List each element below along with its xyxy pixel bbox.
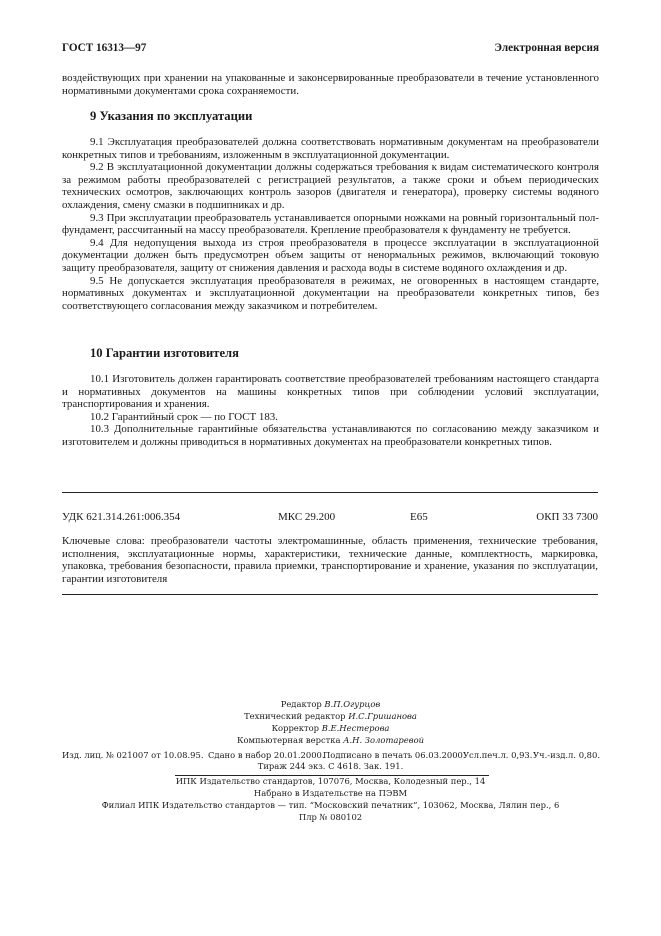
intro-text: воздействующих при хранении на упакованные и законсервированные преобразователи в течение установленного нормативными документами срока сохраняемости. bbox=[62, 72, 599, 97]
section-10-body bbox=[62, 373, 599, 449]
license-text: Изд. лиц. № 021007 от 10.08.95. bbox=[62, 750, 204, 760]
doc-code: ГОСТ 16313—97 bbox=[62, 42, 147, 54]
imprint-ipk: ИПК Издательство стандартов, 107076, Москва, Колодезный пер., 14 bbox=[175, 776, 486, 786]
bottom-rule bbox=[62, 594, 598, 595]
paragraph-10-2: 10.2 Гарантийный срок — по ГОСТ 183. bbox=[90, 410, 278, 423]
classification-row bbox=[62, 511, 598, 525]
imprint-layout: Компьютерная верстка А.Н. Золотаревой bbox=[236, 735, 425, 745]
section-9-title: 9 Указания по эксплуатации bbox=[90, 109, 253, 123]
page-header bbox=[62, 42, 599, 56]
paragraph-10-1: 10.1 Изготовитель должен гарантировать соответствие преобразователей требованиям настоящего стандарта и нормативных документов на машины конкретных типов при соблюдении условий эксплуатации, транспортирования и хранения. bbox=[62, 373, 599, 411]
signed-text: Подписано в печать 06.03.2000. bbox=[323, 750, 466, 760]
paragraph-9-5: 9.5 Не допускается эксплуатация преобразователя в режимах, не оговоренных в настоящем стандарте, нормативных документах и эксплуатационной документации на преобразователи конкретных типов, без соответствующего согласования между заказчиком и потребителем. bbox=[62, 274, 599, 312]
imprint-plr: Плр № 080102 bbox=[298, 812, 363, 822]
imprint-editor: Редактор В.П.Огурцов bbox=[280, 699, 381, 709]
section-10-title: 10 Гарантии изготовителя bbox=[90, 346, 239, 360]
version-label: Электронная версия bbox=[494, 42, 599, 54]
imprint-corrector: Корректор В.Е.Нестерова bbox=[271, 723, 390, 733]
section-9-body bbox=[62, 136, 599, 312]
mks-code: МКС 29.200 bbox=[278, 511, 336, 523]
imprint-typeset: Набрано в Издательстве на ПЭВМ bbox=[253, 788, 408, 798]
paragraph-10-3: 10.3 Дополнительные гарантийные обязательства устанавливаются по согласованию между заказчиком и изготовителем и должны приводиться в нормативных документах на преобразователи конкретных типов. bbox=[62, 423, 599, 448]
udk-code: УДК 621.314.261:006.354 bbox=[62, 511, 181, 523]
izd-sheets-text: Уч.-изд.л. 0,80. bbox=[533, 750, 601, 760]
intro-paragraph bbox=[62, 72, 599, 97]
imprint-tirazh: Тираж 244 экз. С 4618. Зак. 191. bbox=[257, 761, 404, 771]
paragraph-9-3: 9.3 При эксплуатации преобразователь устанавливается опорными ножками на ровный горизонтальный пол-фундамент, рассчитанный на массу преобразователя. Крепление преобразователя к фундаменту не требуется. bbox=[62, 211, 599, 237]
top-rule bbox=[62, 492, 598, 493]
paragraph-9-1: 9.1 Эксплуатация преобразователей должна соответствовать нормативным документам на преобразователи конкретных типов и требованиям, изложенным в эксплуатационной документации. bbox=[62, 136, 599, 161]
imprint-branch: Филиал ИПК Издательство стандартов — тип. “Московский печатник”, 103062, Москва, Лялин пер., 6 bbox=[101, 800, 560, 810]
paragraph-9-4: 9.4 Для недопущения выхода из строя преобразователя в процессе эксплуатации в эксплуатационной документации должен быть предусмотрен объем защиты от ненормальных режимов, включающий токовую защиту преобразователя, защиту от снижения давления и расхода воды в системе водяного охлаждения и др. bbox=[62, 236, 599, 274]
sent-text: Сдано в набор 20.01.2000. bbox=[208, 750, 325, 760]
keywords: Ключевые слова: преобразователи частоты электромашинные, область применения, технические требования, исполнения, эксплуатационные нормы, характеристики, технические данные, комплектность, маркировка, упаковка, требования безопасности, правила приемки, транспортирование и хранение, указания по эксплуатации, гарантии изготовителя bbox=[62, 535, 598, 585]
paragraph-9-2: 9.2 В эксплуатационной документации должны содержаться требования к видам систематического контроля за режимом работы преобразователей с регистрацией результатов, а также сроки и объем периодических технических осмотров, заключающих контроль зазоров (двигателя и генератора), проверку системы водяного охлаждения, смену смазки в подшипниках и др. bbox=[62, 161, 599, 211]
e-code: Е65 bbox=[410, 511, 428, 523]
imprint-tech-editor: Технический редактор И.С.Гришанова bbox=[244, 711, 417, 721]
sheets-text: Усл.печ.л. 0,93. bbox=[463, 750, 533, 760]
okp-code: ОКП 33 7300 bbox=[536, 511, 598, 523]
